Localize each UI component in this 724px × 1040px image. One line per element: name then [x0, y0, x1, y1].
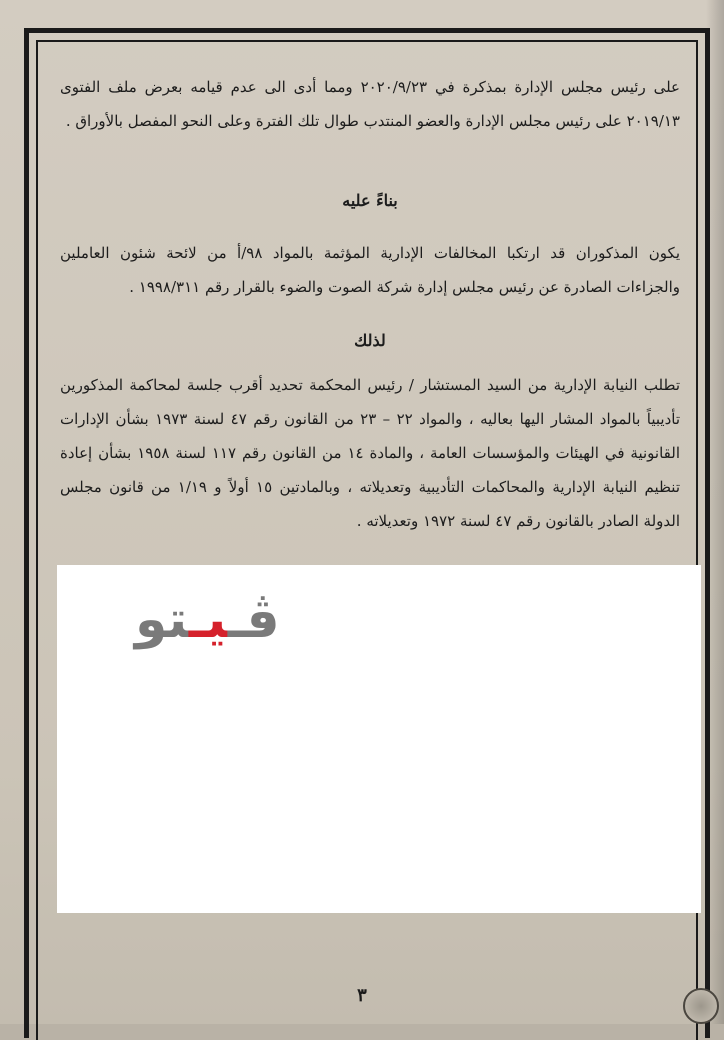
- logo-part-gray-left: تو: [135, 590, 189, 650]
- page-number: ٣: [357, 985, 367, 1006]
- paragraph-request: تطلب النيابة الإدارية من السيد المستشار / رئيس المحكمة تحديد أقرب جلسة لمحاكمة المذكورين تأديبياً بالمواد المشار اليها بعاليه ، والمواد ٢٢ – ٢٣ من القانون رقم ٤٧ لسنة ١٩٧٣ بشأن الإدارات القانونية في الهيئات والمؤسسات العامة ، والمادة ١٤ من القانون رقم ١١٧ لسنة ١٩٥٨ بشأن إعادة تنظيم النيابة الإدارية والمحاكمات التأديبية وتعديلاته ، وبالمادتين ١٥ أولاً و ١/١٩ من قانون مجلس الدولة الصادر بالقانون رقم ٤٧ لسنة ١٩٧٢ وتعديلاته .: [60, 376, 681, 530]
- paragraph-intro: على رئيس مجلس الإدارة بمذكرة في ٢٠٢٠/٩/٢٣ ومما أدى الى عدم قيامه بعرض ملف الفتوى ٢٠١٩/١٣ على رئيس مجلس الإدارة والعضو المنتدب طوال تلك الفترة وعلى النحو المفصل بالأوراق .: [60, 78, 681, 130]
- heading-based-on: بناءً عليه: [342, 191, 398, 210]
- watermark-logo: [135, 590, 280, 650]
- paragraph-violations: يكون المذكوران قد ارتكبا المخالفات الإدارية المؤثمة بالمواد ٩٨/أ من لائحة شئون العاملين والجزاءات الصادرة عن رئيس مجلس إدارة شركة الصوت والضوء بالقرار رقم ١٩٩٨/٣١١ .: [60, 244, 680, 296]
- seal-stamp-icon: [683, 988, 719, 1024]
- logo-part-red: يـ: [188, 590, 228, 650]
- document-body: [60, 70, 680, 538]
- logo-part-gray-right: ڤـ: [227, 590, 280, 650]
- heading-therefore: لذلك: [354, 331, 386, 350]
